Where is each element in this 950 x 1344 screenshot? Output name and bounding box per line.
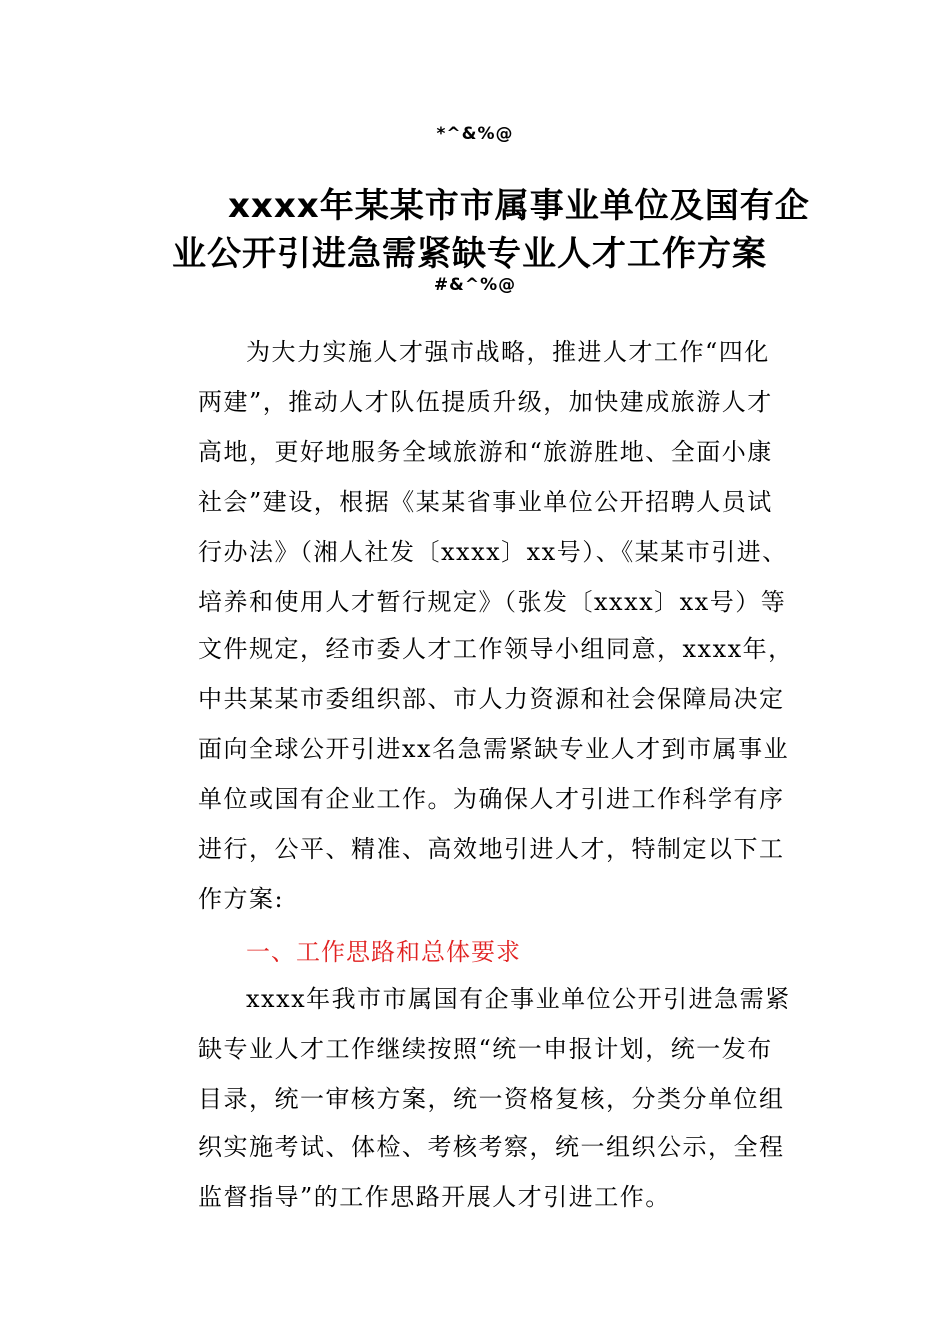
paragraph-line: 为大力实施人才强市战略，推进人才工作“四化 xyxy=(246,338,770,366)
subtitle-mark: #&^%@ xyxy=(433,275,517,295)
paragraph-line: xxxx年我市市属国有企事业单位公开引进急需紧 xyxy=(246,985,791,1013)
paragraph-line: 织实施考试、体检、考核考察，统一组织公示，全程 xyxy=(198,1133,785,1161)
paragraph-line: 缺专业人才工作继续按照“统一申报计划，统一发布 xyxy=(198,1035,773,1063)
paragraph-line: 目录，统一审核方案，统一资格复核，分类分单位组 xyxy=(198,1085,785,1113)
paragraph-line: 文件规定，经市委人才工作领导小组同意，xxxx年， xyxy=(198,635,794,663)
paragraph-line: 面向全球公开引进xx名急需紧缺专业人才到市属事业 xyxy=(198,735,790,763)
header-mark: *^&%@ xyxy=(436,124,514,144)
paragraph-line: 作方案: xyxy=(198,885,285,913)
paragraph-line: 中共某某市委组织部、市人力资源和社会保障局决定 xyxy=(198,685,785,713)
section-heading: 一、工作思路和总体要求 xyxy=(246,938,521,966)
paragraph-line: 两建”，推动人才队伍提质升级，加快建成旅游人才 xyxy=(198,388,773,416)
paragraph-line: 培养和使用人才暂行规定》（张发〔xxxx〕xx号）等 xyxy=(198,588,787,616)
paragraph-line: 单位或国有企业工作。为确保人才引进工作科学有序 xyxy=(198,785,785,813)
document-title-line-2: 业公开引进急需紧缺专业人才工作方案 xyxy=(172,234,767,274)
paragraph-line: 社会”建设，根据《某某省事业单位公开招聘人员试 xyxy=(198,488,773,516)
paragraph-line: 监督指导”的工作思路开展人才引进工作。 xyxy=(198,1183,671,1211)
paragraph-line: 高地，更好地服务全域旅游和“旅游胜地、全面小康 xyxy=(198,438,773,466)
paragraph-line: 进行，公平、精准、高效地引进人才，特制定以下工 xyxy=(198,835,785,863)
document-title-line-1: xxxx年某某市市属事业单位及国有企 xyxy=(228,186,810,226)
paragraph-line: 行办法》（湘人社发〔xxxx〕xx号）、《某某市引进、 xyxy=(198,538,788,566)
